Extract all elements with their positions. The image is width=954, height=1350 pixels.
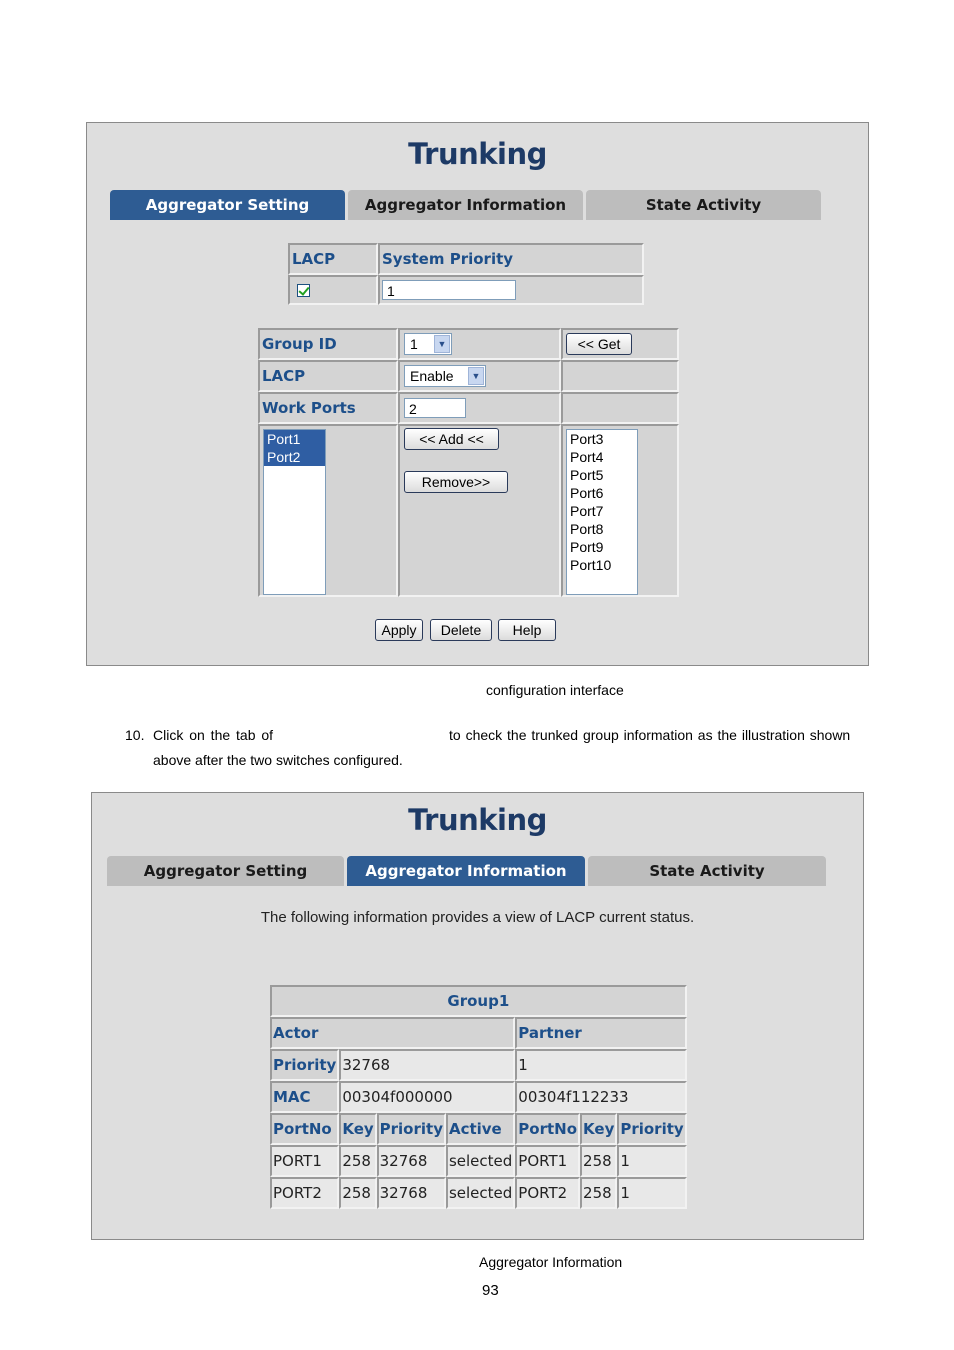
col-header: Active [446,1113,515,1145]
list-item[interactable]: Port2 [264,448,325,466]
tab-aggregator-information[interactable]: Aggregator Information [347,856,585,886]
table-cell: PORT2 [270,1177,339,1209]
tab-state-activity[interactable]: State Activity [588,856,826,886]
lacp-checkbox[interactable] [297,284,310,297]
group-settings-table [258,328,679,597]
col-header: Key [580,1113,617,1145]
figure-caption: configuration interface [486,682,624,698]
lacp-priority-table [288,243,644,305]
table-cell: 258 [580,1177,617,1209]
table-row [270,1145,687,1177]
table-cell: selected [446,1145,515,1177]
group-lacp-label: LACP [258,360,398,392]
step-text-continued: above after the two switches configured. [153,752,403,768]
table-cell: 32768 [377,1177,446,1209]
table-cell: 258 [580,1145,617,1177]
step-text-end: to check the trunked group information as the illustration shown [449,727,851,743]
actor-priority: 32768 [339,1049,515,1081]
table-cell: PORT1 [270,1145,339,1177]
page-title: Trunking [408,803,547,837]
table-cell: 258 [339,1177,376,1209]
col-header: Priority [617,1113,686,1145]
delete-button[interactable]: Delete [430,619,492,641]
group-id-select[interactable] [404,333,452,355]
intro-text: The following information provides a view of LACP current status. [260,909,695,926]
step-number: 10. [125,727,145,743]
col-header: PortNo [270,1113,339,1145]
tab-aggregator-setting[interactable]: Aggregator Setting [107,856,344,886]
step-text-start: Click on the tab of [153,727,274,743]
priority-label: Priority [270,1049,339,1081]
partner-header: Partner [515,1017,686,1049]
list-item[interactable]: Port3 [570,431,604,447]
col-header: Priority [377,1113,446,1145]
group-id-value: 1 [410,336,418,352]
partner-priority: 1 [515,1049,686,1081]
add-button[interactable]: << Add << [404,428,499,450]
selected-ports-list[interactable] [263,429,326,595]
actor-header: Actor [270,1017,515,1049]
table-cell: PORT2 [515,1177,580,1209]
figure-caption: Aggregator Information [479,1254,623,1270]
table-row [270,1177,687,1209]
list-item[interactable]: Port10 [570,557,612,573]
available-ports-list[interactable] [566,429,638,595]
group-title: Group1 [270,985,687,1017]
table-cell: PORT1 [515,1145,580,1177]
list-item[interactable]: Port4 [570,449,604,465]
lacp-status-table [270,985,687,1209]
tab-aggregator-setting[interactable]: Aggregator Setting [110,190,345,220]
actor-mac: 00304f000000 [339,1081,515,1113]
group-id-label: Group ID [258,328,398,360]
list-item[interactable]: Port5 [570,467,604,483]
system-priority-header: System Priority [378,243,644,275]
lacp-select[interactable] [404,365,486,387]
work-ports-label: Work Ports [258,392,398,424]
remove-button[interactable]: Remove>> [404,471,508,493]
table-cell: 1 [617,1145,686,1177]
system-priority-input[interactable]: 1 [382,280,516,300]
col-header: Key [339,1113,376,1145]
table-cell: 258 [339,1145,376,1177]
apply-button[interactable]: Apply [375,619,423,641]
col-header: PortNo [515,1113,580,1145]
list-item[interactable]: Port8 [570,521,604,537]
list-item[interactable]: Port6 [570,485,604,501]
get-button[interactable]: << Get [566,333,632,355]
page-title: Trunking [408,137,547,171]
page-number: 93 [482,1282,499,1299]
chevron-down-icon: ▼ [468,367,484,385]
table-cell: 32768 [377,1145,446,1177]
tab-aggregator-information[interactable]: Aggregator Information [348,190,583,220]
trunking-information-screenshot [91,792,864,1240]
list-item[interactable]: Port9 [570,539,604,555]
table-cell: 1 [617,1177,686,1209]
tab-state-activity[interactable]: State Activity [586,190,821,220]
list-item[interactable]: Port7 [570,503,604,519]
lacp-header: LACP [288,243,378,275]
mac-label: MAC [270,1081,339,1113]
lacp-value: Enable [410,368,454,384]
list-item[interactable]: Port1 [264,430,325,448]
trunking-setting-screenshot [86,122,869,666]
table-cell: selected [446,1177,515,1209]
help-button[interactable]: Help [498,619,556,641]
work-ports-input[interactable]: 2 [404,398,466,418]
partner-mac: 00304f112233 [515,1081,686,1113]
chevron-down-icon: ▼ [434,335,450,353]
